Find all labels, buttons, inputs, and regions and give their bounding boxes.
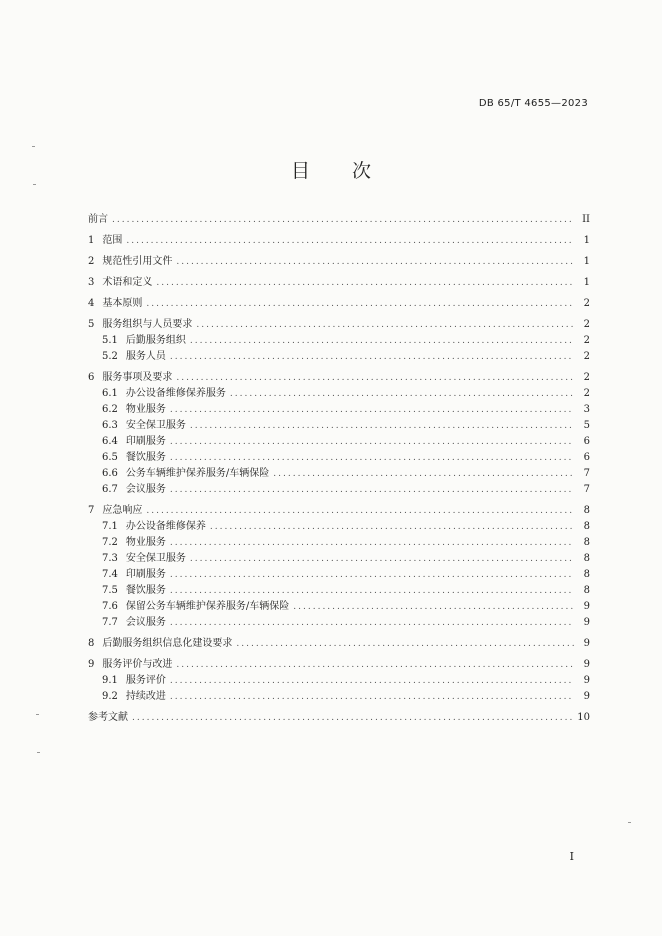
toc-leader-dots [170, 349, 574, 365]
toc-entry[interactable] [88, 370, 590, 386]
toc-entry-title: 办公设备维修保养服务 [125, 388, 226, 399]
toc-entry-number: 4 [88, 298, 95, 309]
toc-entry-number: 5 [88, 319, 95, 330]
toc-entry[interactable] [88, 254, 590, 270]
toc-leader-dots [112, 212, 574, 228]
toc-leader-dots [190, 418, 574, 434]
toc-entry-number: 7.7 [102, 617, 118, 628]
toc-leader-dots [190, 333, 574, 349]
toc-entry-page: 2 [583, 335, 590, 346]
toc-entry-title: 物业服务 [125, 537, 166, 548]
toc-entry[interactable] [88, 503, 590, 519]
toc-entry-page: 1 [583, 235, 590, 246]
toc-entry[interactable] [88, 418, 590, 434]
toc-entry[interactable] [88, 535, 590, 551]
toc-entry-page: 7 [583, 484, 590, 495]
toc-entry-title: 参考文献 [88, 712, 128, 723]
toc-entry-number: 5.1 [102, 335, 118, 346]
toc-entry-number: 7.1 [102, 521, 118, 532]
toc-entry-title: 会议服务 [125, 617, 166, 628]
toc-entry-page: 8 [583, 521, 590, 532]
toc-entry[interactable] [88, 583, 590, 599]
toc-leader-dots [170, 450, 574, 466]
toc-leader-dots [126, 233, 574, 249]
toc-entry-page: 9 [583, 638, 590, 649]
toc-entry-number: 6.1 [102, 388, 118, 399]
toc-leader-dots [293, 599, 574, 615]
scan-speck [33, 184, 36, 185]
page-number: I [569, 850, 574, 863]
toc-leader-dots [196, 317, 574, 333]
toc-entry-title: 餐饮服务 [125, 585, 166, 596]
toc-entry-title: 服务评价与改进 [102, 659, 173, 670]
toc-entry[interactable] [88, 212, 590, 228]
toc-entry-number: 7.4 [102, 569, 118, 580]
toc-leader-dots [146, 296, 574, 312]
toc-entry-title: 印刷服务 [125, 569, 166, 580]
toc-entry-page: 8 [583, 553, 590, 564]
toc-entry[interactable] [88, 657, 590, 673]
toc-entry-page: 9 [583, 675, 590, 686]
toc-entry-number: 6.3 [102, 420, 118, 431]
toc-entry[interactable] [88, 450, 590, 466]
toc-entry-page: 2 [583, 372, 590, 383]
toc-entry-page: 2 [583, 388, 590, 399]
toc-entry[interactable] [88, 402, 590, 418]
toc-leader-dots [190, 551, 574, 567]
scan-speck [32, 146, 35, 147]
toc-entry-title: 办公设备维修保养 [125, 521, 206, 532]
toc-entry-page: 2 [583, 351, 590, 362]
toc-entry-title: 服务评价 [125, 675, 166, 686]
toc-entry-title: 会议服务 [125, 484, 166, 495]
toc-entry-title: 印刷服务 [125, 436, 166, 447]
toc-entry[interactable] [88, 275, 590, 291]
toc-entry-title: 后勤服务组织 [125, 335, 186, 346]
toc-entry-number: 6.6 [102, 468, 118, 479]
toc-entry-page: 9 [583, 659, 590, 670]
toc-entry[interactable] [88, 466, 590, 482]
toc-entry[interactable] [88, 636, 590, 652]
toc-entry-title: 安全保卫服务 [125, 420, 186, 431]
toc-entry[interactable] [88, 296, 590, 312]
toc-leader-dots [170, 689, 574, 705]
toc-entry[interactable] [88, 599, 590, 615]
toc-entry[interactable] [88, 567, 590, 583]
toc-entry[interactable] [88, 673, 590, 689]
toc-leader-dots [176, 254, 574, 270]
toc-entry-title: 服务事项及要求 [102, 372, 173, 383]
toc-entry[interactable] [88, 349, 590, 365]
standard-code: DB 65/T 4655—2023 [478, 98, 588, 109]
toc-entry-page: II [582, 214, 590, 225]
toc-entry[interactable] [88, 233, 590, 249]
toc-entry[interactable] [88, 482, 590, 498]
toc-entry-title: 安全保卫服务 [125, 553, 186, 564]
toc-leader-dots [230, 386, 574, 402]
page-title: 目 次 [290, 160, 390, 182]
toc-leader-dots [210, 519, 574, 535]
toc-leader-dots [273, 466, 574, 482]
toc-entry-number: 2 [88, 256, 95, 267]
scan-speck [628, 822, 631, 823]
toc-entry-page: 8 [583, 505, 590, 516]
toc-leader-dots [170, 482, 574, 498]
toc-entry-page: 8 [583, 569, 590, 580]
toc-entry-number: 9 [88, 659, 95, 670]
toc-leader-dots [176, 370, 574, 386]
toc-entry[interactable] [88, 615, 590, 631]
toc-entry-page: 1 [583, 256, 590, 267]
toc-entry-page: 10 [577, 712, 590, 723]
toc-leader-dots [170, 535, 574, 551]
toc-entry-number: 5.2 [102, 351, 118, 362]
toc-entry-number: 8 [88, 638, 95, 649]
toc-entry-number: 9.2 [102, 691, 118, 702]
toc-entry-page: 6 [583, 436, 590, 447]
toc-entry-page: 1 [583, 277, 590, 288]
toc-entry-number: 7.5 [102, 585, 118, 596]
toc-entry-title: 应急响应 [102, 505, 143, 516]
toc-entry[interactable] [88, 434, 590, 450]
toc-leader-dots [236, 636, 574, 652]
toc-entry-page: 2 [583, 319, 590, 330]
toc-entry-title: 范围 [102, 235, 123, 246]
toc-entry[interactable] [88, 689, 590, 705]
toc-entry-number: 1 [88, 235, 95, 246]
toc-entry-title: 后勤服务组织信息化建设要求 [102, 638, 233, 649]
toc-entry-title: 前言 [88, 214, 108, 225]
toc-entry-number: 3 [88, 277, 95, 288]
toc-entry[interactable] [88, 710, 590, 726]
toc-entry-number: 6.4 [102, 436, 118, 447]
toc-entry-title: 服务人员 [125, 351, 166, 362]
table-of-contents [88, 212, 590, 726]
toc-leader-dots [170, 434, 574, 450]
toc-entry-number: 6.5 [102, 452, 118, 463]
toc-entry-number: 6 [88, 372, 95, 383]
toc-leader-dots [170, 583, 574, 599]
toc-entry[interactable] [88, 519, 590, 535]
toc-entry[interactable] [88, 333, 590, 349]
toc-entry-number: 9.1 [102, 675, 118, 686]
toc-entry-title: 公务车辆维护保养服务/车辆保险 [125, 468, 270, 479]
toc-entry-title: 基本原则 [102, 298, 143, 309]
toc-leader-dots [146, 503, 574, 519]
toc-entry-number: 6.7 [102, 484, 118, 495]
toc-entry-number: 7.2 [102, 537, 118, 548]
toc-entry-number: 7.6 [102, 601, 118, 612]
toc-entry-page: 8 [583, 537, 590, 548]
toc-entry-page: 2 [583, 298, 590, 309]
scan-speck [37, 752, 40, 753]
toc-entry-page: 7 [583, 468, 590, 479]
toc-entry-title: 持续改进 [125, 691, 166, 702]
toc-leader-dots [170, 615, 574, 631]
toc-entry-page: 8 [583, 585, 590, 596]
toc-entry-title: 术语和定义 [102, 277, 153, 288]
toc-entry-page: 9 [583, 617, 590, 628]
toc-entry-page: 5 [583, 420, 590, 431]
toc-entry-page: 9 [583, 691, 590, 702]
toc-leader-dots [170, 402, 574, 418]
scan-speck [36, 714, 39, 715]
toc-entry[interactable] [88, 317, 590, 333]
toc-entry-page: 3 [583, 404, 590, 415]
toc-entry-title: 保留公务车辆维护保养服务/车辆保险 [125, 601, 290, 612]
toc-leader-dots [132, 710, 573, 726]
toc-entry[interactable] [88, 386, 590, 402]
toc-entry-number: 6.2 [102, 404, 118, 415]
toc-entry-title: 服务组织与人员要求 [102, 319, 193, 330]
toc-entry[interactable] [88, 551, 590, 567]
toc-leader-dots [156, 275, 574, 291]
toc-entry-number: 7 [88, 505, 95, 516]
toc-leader-dots [176, 657, 574, 673]
toc-entry-title: 餐饮服务 [125, 452, 166, 463]
toc-entry-page: 6 [583, 452, 590, 463]
toc-leader-dots [170, 673, 574, 689]
toc-entry-title: 物业服务 [125, 404, 166, 415]
toc-entry-number: 7.3 [102, 553, 118, 564]
toc-entry-page: 9 [583, 601, 590, 612]
toc-entry-title: 规范性引用文件 [102, 256, 173, 267]
toc-leader-dots [170, 567, 574, 583]
